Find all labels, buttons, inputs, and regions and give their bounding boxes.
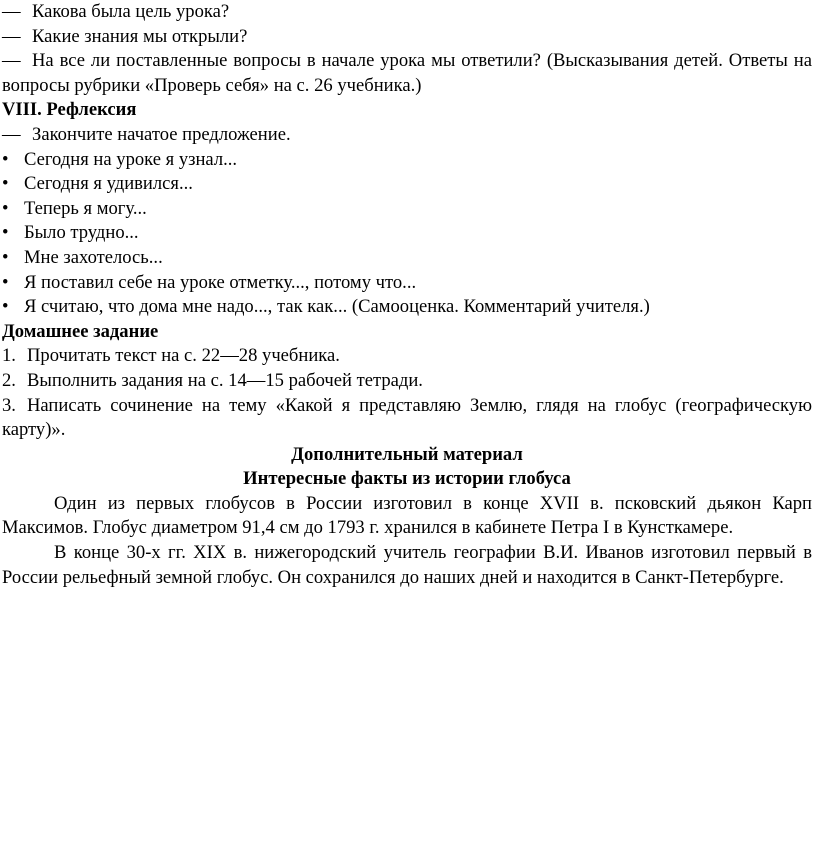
item-number: 3. <box>2 394 16 416</box>
extra-paragraph: В конце 30-х гг. XIX в. нижегородский учитель географии В.И. Иванов изготовил первый в России рельефный земной глобус. Он сохранился до наших дней и находится в Санкт-Петербурге. <box>2 542 812 588</box>
question-3 <box>2 49 812 98</box>
dash-marker: — <box>2 123 21 145</box>
list-item <box>2 246 812 271</box>
list-item-text: Было трудно... <box>24 222 139 244</box>
dash-marker: — <box>2 50 21 72</box>
question-text: Какие знания мы открыли? <box>32 25 248 47</box>
item-text: Выполнить задания на с. 14—15 рабочей тетради. <box>27 369 423 391</box>
list-item-text: Я считаю, что дома мне надо..., так как... (Самооценка. Комментарий учителя.) <box>24 296 650 318</box>
list-item-text: Я поставил себе на уроке отметку..., потому что... <box>24 271 417 293</box>
reflection-heading: VIII. Рефлексия <box>2 99 137 121</box>
list-item <box>2 148 812 173</box>
bullet-marker: • <box>2 148 9 170</box>
list-item-text: Теперь я могу... <box>24 197 147 219</box>
question-text: На все ли поставленные вопросы в начале урока мы ответили? (Высказывания детей. Ответы на вопросы рубрики «Проверь себя» на с. 26 учебника.) <box>2 50 812 96</box>
item-number: 2. <box>2 369 16 391</box>
extra-subtitle: Интересные факты из истории глобуса <box>243 468 571 490</box>
question-text: Какова была цель урока? <box>32 1 230 22</box>
reflection-list <box>2 148 812 320</box>
bullet-marker: • <box>2 197 9 219</box>
item-text: Прочитать текст на с. 22—28 учебника. <box>27 345 340 367</box>
item-text: Написать сочинение на тему «Какой я представляю Землю, глядя на глобус (географическую карту)». <box>2 394 812 441</box>
bullet-marker: • <box>2 246 9 268</box>
dash-marker: — <box>2 1 21 22</box>
list-item-text: Сегодня я удивился... <box>24 173 193 195</box>
homework-item <box>2 369 812 394</box>
homework-heading: Домашнее задание <box>2 320 159 342</box>
extra-paragraph: Один из первых глобусов в России изготовил в конце XVII в. псковский дьякон Карп Максимов. Глобус диаметром 91,4 см до 1793 г. хранился в кабинете Петра I в Кунсткамере. <box>2 492 812 539</box>
bullet-marker: • <box>2 271 9 293</box>
question-2 <box>2 25 812 50</box>
list-item <box>2 271 812 296</box>
prompt-text: Закончите начатое предложение. <box>32 123 291 145</box>
item-number: 1. <box>2 345 16 367</box>
list-item-text: Сегодня на уроке я узнал... <box>24 148 238 170</box>
list-item <box>2 295 812 320</box>
list-item <box>2 197 812 222</box>
bullet-marker: • <box>2 173 9 195</box>
homework-item <box>2 394 812 443</box>
extra-title: Дополнительный материал <box>291 443 523 465</box>
bullet-marker: • <box>2 296 9 318</box>
question-1 <box>2 0 812 25</box>
homework-item <box>2 344 812 369</box>
bullet-marker: • <box>2 222 9 244</box>
list-item-text: Мне захотелось... <box>24 246 163 268</box>
reflection-prompt <box>2 123 812 148</box>
list-item <box>2 221 812 246</box>
dash-marker: — <box>2 25 21 47</box>
list-item <box>2 172 812 197</box>
